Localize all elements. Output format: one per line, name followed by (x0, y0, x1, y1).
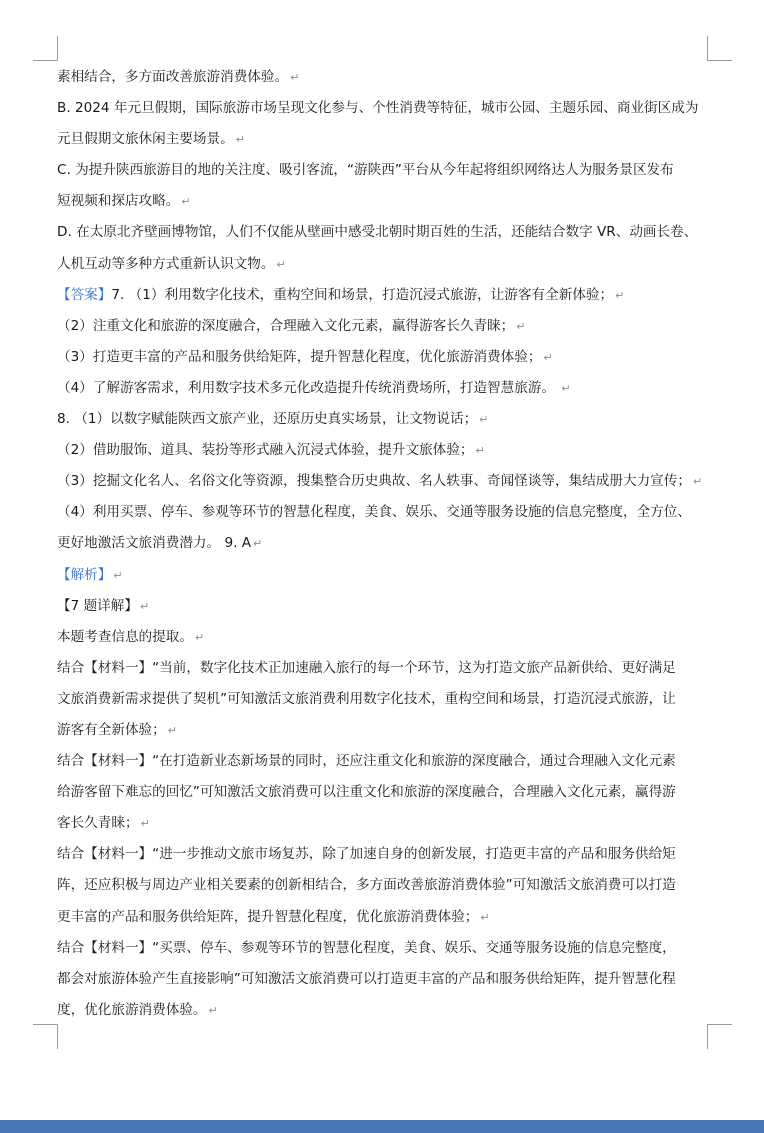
line-text: 素相结合，多方面改善旅游消费体验。 (57, 69, 289, 85)
line-text: 给游客留下难忘的回忆”可知激活文旅消费可以注重文化和旅游的深度融合，合理融入文化元素，赢得游 (57, 784, 676, 801)
line-text: 人机互动等多种方式重新认识文物。 (57, 255, 275, 272)
paragraph-mark-icon: ↵ (276, 257, 286, 271)
text-line (57, 746, 717, 777)
text-line (57, 808, 717, 839)
paragraph-mark-icon: ↵ (167, 723, 177, 737)
paragraph-mark-icon: ↵ (113, 568, 123, 582)
paragraph-mark-icon: ↵ (253, 537, 263, 551)
text-line (57, 777, 717, 808)
crop-mark-bottom-right (707, 1024, 732, 1049)
text-line (57, 622, 717, 653)
text-line (57, 497, 717, 528)
line-text: 【7 题详解】 (57, 597, 138, 614)
line-text: （4）了解游客需求，利用数字技术多元化改造提升传统消费场所，打造智慧旅游。 (57, 379, 560, 396)
text-line (57, 715, 717, 746)
document-body[interactable] (57, 62, 717, 1026)
text-line (57, 155, 717, 186)
paragraph-mark-icon: ↵ (516, 319, 526, 333)
line-text: 结合【材料一】“进一步推动文旅市场复苏，除了加速自身的创新发展，打造更丰富的产品和服务供给矩 (57, 846, 676, 863)
paragraph-mark-icon: ↵ (235, 133, 245, 147)
line-text: 游客有全新体验； (57, 721, 166, 738)
line-text: （2）借助服饰、道具、装扮等形式融入沉浸式体验，提升文旅体验； (57, 442, 474, 459)
paragraph-mark-icon: ↵ (543, 350, 553, 364)
line-text: 都会对旅游体验产生直接影响”可知激活文旅消费可以打造更丰富的产品和服务供给矩阵，提升智慧化程 (57, 970, 676, 987)
text-line (57, 870, 717, 901)
paragraph-mark-icon: ↵ (692, 475, 703, 489)
line-text: D. 在太原北齐壁画博物馆，人们不仅能从壁画中感受北朝时期百姓的生活，还能结合数字 VR、动画长卷、 (57, 224, 698, 241)
line-text: 阵，还应积极与周边产业相关要素的创新相结合，多方面改善旅游消费体验”可知激活文旅消费可以打造 (57, 877, 676, 894)
line-text: 元旦假期文旅休闲主要场景。 (57, 131, 234, 148)
crop-mark-top-left (33, 36, 58, 61)
text-line (57, 653, 717, 684)
section-label: 【答案】 (57, 286, 112, 303)
line-text: 结合【材料一】“在打造新业态新场景的同时，还应注重文化和旅游的深度融合，通过合理融入文化元素 (57, 753, 676, 770)
paragraph-mark-icon: ↵ (615, 288, 625, 302)
text-line (57, 933, 717, 964)
line-text: （2）注重文化和旅游的深度融合，合理融入文化元素，赢得游客长久青睐； (57, 317, 515, 334)
text-line (57, 311, 717, 342)
text-line (57, 528, 717, 559)
line-text: 结合【材料一】“买票、停车、参观等环节的智慧化程度，美食、娱乐、交通等服务设施的信息完整度， (57, 939, 676, 956)
text-line (57, 280, 717, 311)
paragraph-mark-icon: ↵ (480, 910, 490, 924)
text-line (57, 902, 717, 933)
line-text: 文旅消费新需求提供了契机”可知激活文旅消费利用数字化技术，重构空间和场景，打造沉浸式旅游，让 (57, 690, 676, 707)
text-line (57, 342, 717, 373)
line-text: 客长久青睐； (57, 815, 139, 832)
paragraph-mark-icon: ↵ (561, 381, 571, 395)
paragraph-mark-icon: ↵ (139, 599, 150, 613)
line-text: 更好地激活文旅消费潜力。 9. A (57, 535, 252, 552)
line-text: B. 2024 年元旦假期，国际旅游市场呈现文化参与、个性消费等特征，城市公园、主题乐园、商业街区成为 (57, 100, 699, 117)
line-text: 度，优化旅游消费体验。 (57, 1001, 207, 1018)
text-line (57, 591, 717, 622)
text-line (57, 249, 717, 280)
line-text: 8. （1）以数字赋能陕西文旅产业，还原历史真实场景，让文物说话； (57, 411, 478, 428)
status-bar (0, 1120, 764, 1133)
paragraph-mark-icon: ↵ (140, 817, 150, 831)
text-line (57, 373, 717, 404)
paragraph-mark-icon: ↵ (479, 413, 489, 427)
paragraph-mark-icon: ↵ (208, 1003, 218, 1017)
line-text: （3）挖掘文化名人、名俗文化等资源，搜集整合历史典故、名人轶事、奇闻怪谈等，集结成册大力宣传； (57, 473, 691, 490)
text-line (57, 995, 717, 1026)
line-text: 本题考查信息的提取。 (57, 628, 193, 645)
text-line (57, 684, 717, 715)
text-line (57, 186, 717, 217)
paragraph-mark-icon: ↵ (194, 630, 205, 644)
line-text: 结合【材料一】“当前，数字化技术正加速融入旅行的每一个环节，这为打造文旅产品新供给、更好满足 (57, 659, 676, 676)
line-text: 短视频和探店攻略。 (57, 193, 180, 210)
paragraph-mark-icon: ↵ (475, 444, 485, 458)
text-line (57, 217, 717, 248)
crop-mark-bottom-left (33, 1024, 58, 1049)
text-line (57, 435, 717, 466)
text-line (57, 560, 717, 591)
text-line (57, 62, 717, 93)
text-line (57, 124, 717, 155)
line-text: C. 为提升陕西旅游目的地的关注度、吸引客流，“游陕西”平台从今年起将组织网络达人为服务景区发布 (57, 162, 674, 179)
line-text: （3）打造更丰富的产品和服务供给矩阵，提升智慧化程度，优化旅游消费体验； (57, 348, 542, 365)
text-line (57, 964, 717, 995)
line-text: 更丰富的产品和服务供给矩阵，提升智慧化程度，优化旅游消费体验； (57, 908, 479, 925)
paragraph-mark-icon: ↵ (290, 71, 300, 84)
text-line (57, 93, 717, 124)
crop-mark-top-right (707, 36, 732, 61)
line-text: （4）利用买票、停车、参观等环节的智慧化程度，美食、娱乐、交通等服务设施的信息完整度，全方位、 (57, 504, 691, 521)
paragraph-mark-icon: ↵ (181, 195, 191, 209)
text-line (57, 466, 717, 497)
text-line (57, 839, 717, 870)
section-label: 【解析】 (57, 566, 112, 583)
line-text: 7. （1）利用数字化技术，重构空间和场景，打造沉浸式旅游，让游客有全新体验； (111, 286, 614, 303)
text-line (57, 404, 717, 435)
